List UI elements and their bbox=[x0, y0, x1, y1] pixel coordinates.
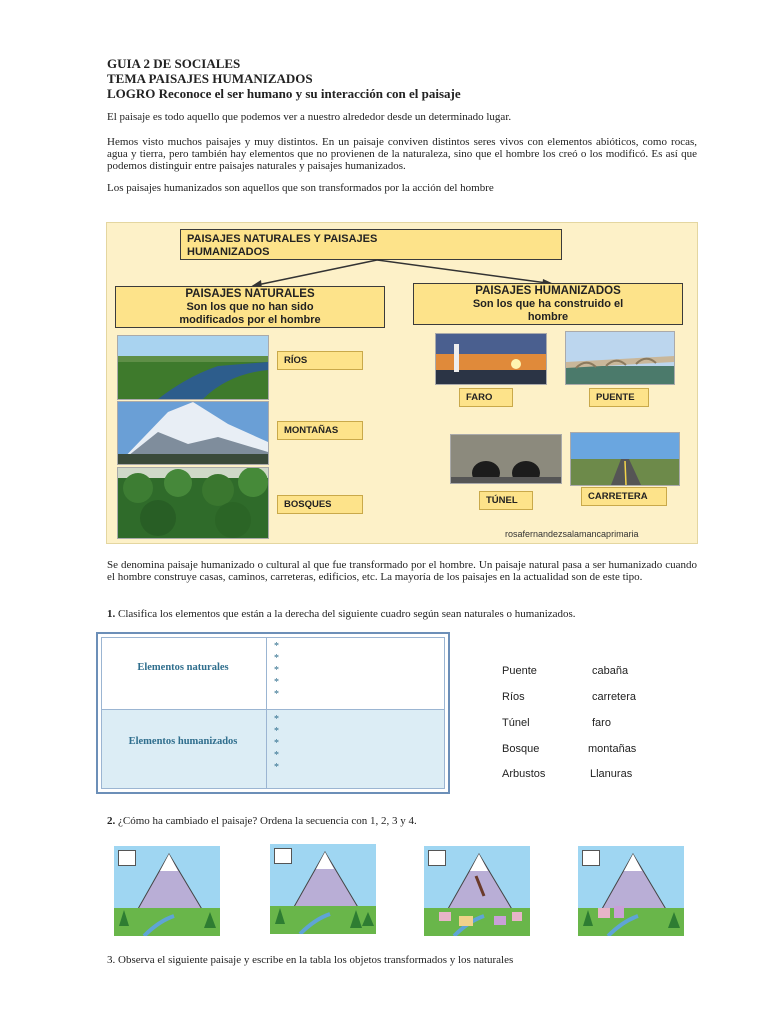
order-checkbox[interactable] bbox=[582, 850, 600, 866]
landscape-scene-3 bbox=[424, 846, 530, 936]
answer-slot[interactable]: * bbox=[274, 738, 279, 749]
word: Puente bbox=[502, 665, 537, 677]
natural-box-title: PAISAJES NATURALES bbox=[185, 288, 315, 300]
table-row-2-bg bbox=[102, 710, 444, 788]
word: Arbustos bbox=[502, 768, 546, 780]
tunnel-photo bbox=[450, 434, 562, 484]
forest-photo bbox=[117, 467, 269, 539]
word: Ríos bbox=[502, 691, 525, 703]
word: montañas bbox=[588, 743, 637, 755]
humanized-answer-slots[interactable] bbox=[274, 714, 279, 774]
answer-slot[interactable]: * bbox=[274, 750, 279, 761]
label-rios: RÍOS bbox=[277, 351, 363, 370]
landscape-infographic bbox=[106, 222, 698, 544]
label-tunel: TÚNEL bbox=[479, 491, 533, 510]
classification-table bbox=[96, 632, 450, 794]
river-photo bbox=[117, 335, 269, 400]
table-column-divider bbox=[266, 637, 267, 789]
answer-slot[interactable]: * bbox=[274, 677, 279, 688]
natural-landscapes-box bbox=[115, 286, 385, 328]
lighthouse-photo bbox=[435, 333, 547, 385]
table-row-divider bbox=[101, 709, 445, 710]
humanized-definition: Se denomina paisaje humanizado o cultural al que fue transformado por el hombre. Un paisaje natural pasa a ser humanizado cuando el hombre construye casas, caminos, carreteras, edificios, etc. La mayoría de los paisajes en la actualidad son de este tipo. bbox=[107, 559, 697, 583]
question-1-number: 1. bbox=[107, 608, 116, 620]
objective-title: LOGRO Reconoce el ser humano y su interacción con el paisaje bbox=[107, 86, 461, 101]
label-bosques: BOSQUES bbox=[277, 495, 363, 514]
humanized-landscapes-box bbox=[413, 283, 683, 325]
answer-slot[interactable]: * bbox=[274, 689, 279, 700]
answer-slot[interactable]: * bbox=[274, 726, 279, 737]
answer-slot[interactable]: * bbox=[274, 714, 279, 725]
humanized-box-line1: Son los que ha construido el bbox=[472, 298, 624, 310]
label-faro: FARO bbox=[459, 388, 513, 407]
question-2-number: 2. bbox=[107, 815, 116, 827]
mountain-photo bbox=[117, 401, 269, 465]
intro-paragraph-2: Hemos visto muchos paisajes y muy distintos. En un paisaje conviven distintos seres vivos con elementos abióticos, como rocas, agua y tierra, pero también hay elementos que no provienen de la naturaleza, sino que el hombre los creó o los modificó. Es así que podemos distinguir entre paisajes naturales y paisajes humanizados. bbox=[107, 136, 697, 172]
landscape-scene-1 bbox=[114, 846, 220, 936]
question-1-text: Clasifica los elementos que están a la derecha del siguiente cuadro según sean naturales o humanizados. bbox=[115, 608, 576, 620]
bridge-photo bbox=[565, 331, 675, 385]
topic-title: TEMA PAISAJES HUMANIZADOS bbox=[107, 71, 313, 86]
answer-slot[interactable]: * bbox=[274, 665, 279, 676]
order-checkbox[interactable] bbox=[274, 848, 292, 864]
answer-slot[interactable]: * bbox=[274, 653, 279, 664]
natural-box-line2: modificados por el hombre bbox=[179, 314, 321, 326]
question-3: 3. Observa el siguiente paisaje y escribe en la tabla los objetos transformados y los naturales bbox=[107, 954, 514, 966]
infographic-title-line2: HUMANIZADOS bbox=[187, 246, 270, 258]
order-checkbox[interactable] bbox=[118, 850, 136, 866]
label-carretera: CARRETERA bbox=[581, 487, 667, 506]
guide-title: GUIA 2 DE SOCIALES bbox=[107, 56, 241, 71]
word: Llanuras bbox=[590, 768, 633, 780]
road-photo bbox=[570, 432, 680, 486]
image-credit: rosafernandezsalamancaprimaria bbox=[505, 529, 639, 539]
infographic-title-line1: PAISAJES NATURALES Y PAISAJES bbox=[187, 233, 378, 245]
label-puente: PUENTE bbox=[589, 388, 649, 407]
word: Túnel bbox=[502, 717, 530, 729]
natural-box-line1: Son los que no han sido bbox=[186, 301, 314, 313]
intro-paragraph-1: El paisaje es todo aquello que podemos ver a nuestro alrededor desde un determinado lugar. bbox=[107, 111, 512, 123]
word: faro bbox=[592, 717, 611, 729]
intro-paragraph-3: Los paisajes humanizados son aquellos que son transformados por la acción del hombre bbox=[107, 182, 494, 194]
question-2-text: ¿Cómo ha cambiado el paisaje? Ordena la secuencia con 1, 2, 3 y 4. bbox=[115, 815, 417, 827]
word: cabaña bbox=[592, 665, 629, 677]
answer-slot[interactable]: * bbox=[274, 641, 279, 652]
question-2 bbox=[107, 815, 697, 827]
natural-answer-slots[interactable] bbox=[274, 641, 279, 701]
natural-elements-label: Elementos naturales bbox=[137, 662, 229, 673]
word: carretera bbox=[592, 691, 637, 703]
landscape-scene-4 bbox=[578, 846, 684, 936]
humanized-box-line2: hombre bbox=[527, 311, 569, 323]
order-checkbox[interactable] bbox=[428, 850, 446, 866]
word: Bosque bbox=[502, 743, 540, 755]
answer-slot[interactable]: * bbox=[274, 762, 279, 773]
humanized-elements-label: Elementos humanizados bbox=[128, 736, 238, 747]
question-1 bbox=[107, 608, 697, 620]
label-montanas: MONTAÑAS bbox=[277, 421, 363, 440]
landscape-scene-2 bbox=[270, 844, 376, 934]
humanized-box-title: PAISAJES HUMANIZADOS bbox=[475, 285, 621, 297]
